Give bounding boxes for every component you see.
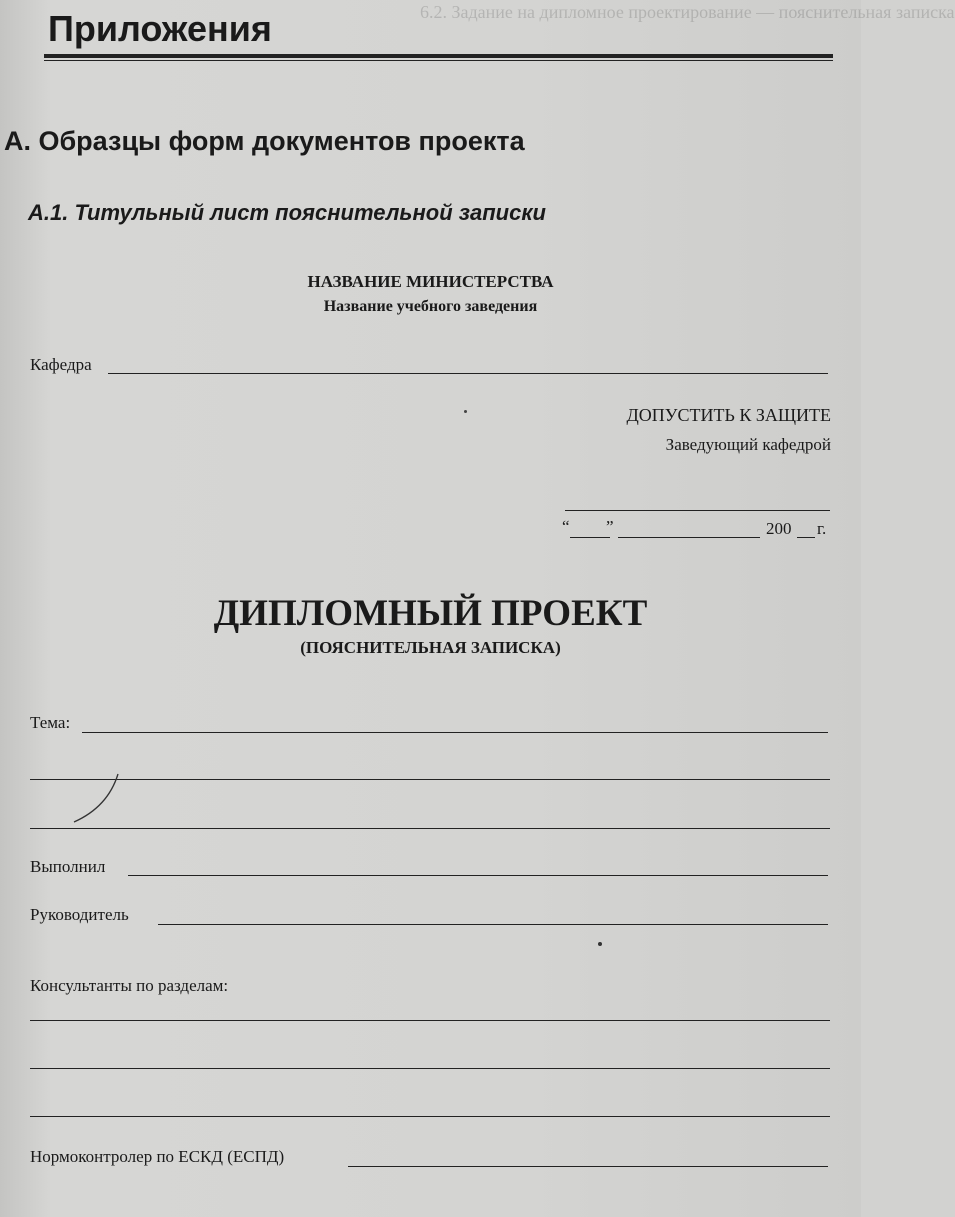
scan-speck: [598, 942, 602, 946]
consultant-line-2: [30, 1068, 830, 1069]
chapter-heading: Приложения: [48, 8, 272, 49]
topic-line-2: [30, 779, 830, 780]
section-heading: А. Образцы форм документов проекта: [4, 126, 525, 156]
approval-position: Заведующий кафедрой: [665, 435, 831, 454]
consultants-label: Консультанты по разделам:: [30, 976, 229, 995]
date-year-line: [797, 537, 815, 538]
topic-line-1: [82, 732, 828, 733]
date-month-line: [618, 537, 760, 538]
supervisor-line: [158, 924, 828, 925]
date-quote-close: ”: [606, 517, 614, 536]
document-title: ДИПЛОМНЫЙ ПРОЕКТ: [213, 593, 648, 634]
supervisor-label: Руководитель: [30, 905, 129, 924]
date-quote-open: “: [562, 517, 570, 536]
pen-mark-curve: [70, 770, 130, 830]
department-label: Кафедра: [30, 355, 92, 374]
consultant-line-1: [30, 1020, 830, 1021]
bleed-through-text: 6.2. Задание на дипломное проектирование — пояснительная записка: [420, 2, 955, 22]
performer-label: Выполнил: [30, 857, 106, 876]
subsection-heading: А.1. Титульный лист пояснительной записки: [28, 200, 546, 225]
document-subtitle: (ПОЯСНИТЕЛЬНАЯ ЗАПИСКА): [300, 638, 561, 657]
ministry-name: НАЗВАНИЕ МИНИСТЕРСТВА: [307, 272, 554, 291]
approval-title: ДОПУСТИТЬ К ЗАЩИТЕ: [626, 405, 831, 425]
date-day-line: [570, 537, 610, 538]
normcontrol-line: [348, 1166, 828, 1167]
institution-name: Название учебного заведения: [323, 298, 538, 315]
topic-line-3: [30, 828, 830, 829]
performer-line: [128, 875, 828, 876]
date-year-prefix: 200: [766, 519, 792, 538]
topic-label: Тема:: [30, 713, 71, 732]
scan-speck: [464, 410, 467, 413]
consultant-line-3: [30, 1116, 830, 1117]
date-year-suffix: г.: [817, 519, 827, 538]
normcontrol-label: Нормоконтролер по ЕСКД (ЕСПД): [30, 1147, 285, 1166]
